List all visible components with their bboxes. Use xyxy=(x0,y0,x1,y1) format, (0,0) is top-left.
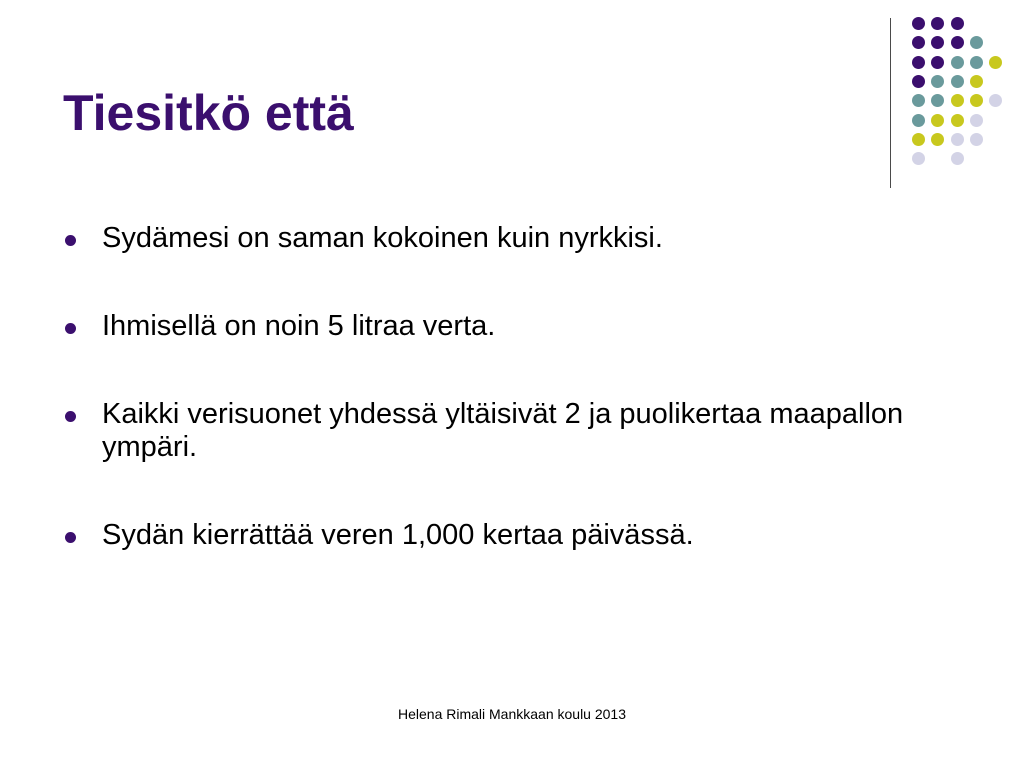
decorative-dot-purple xyxy=(931,36,944,49)
decorative-dot-purple xyxy=(912,75,925,88)
bullet-dot-icon xyxy=(65,532,76,543)
bullet-item xyxy=(65,519,935,552)
decorative-dot-teal xyxy=(970,36,983,49)
decorative-dot-purple xyxy=(951,36,964,49)
decorative-dot-purple xyxy=(912,36,925,49)
decorative-dot-yellow xyxy=(989,56,1002,69)
decorative-dot-teal xyxy=(951,56,964,69)
decorative-dot-yellow xyxy=(912,133,925,146)
vertical-divider xyxy=(890,18,891,188)
slide-footer: Helena Rimali Mankkaan koulu 2013 xyxy=(397,706,627,722)
decorative-dot-teal xyxy=(912,94,925,107)
decorative-dot-teal xyxy=(931,94,944,107)
bullet-text: Sydämesi on saman kokoinen kuin nyrkkisi. xyxy=(102,222,663,254)
decorative-dot-purple xyxy=(931,56,944,69)
decorative-dot-purple xyxy=(912,17,925,30)
bullet-dot-icon xyxy=(65,235,76,246)
bullet-item xyxy=(65,398,935,464)
decorative-dot-purple xyxy=(931,17,944,30)
decorative-dot-yellow xyxy=(970,75,983,88)
decorative-dot-yellow xyxy=(931,133,944,146)
decorative-dot-teal xyxy=(970,56,983,69)
decorative-dot-lavender xyxy=(912,152,925,165)
bullet-text: Kaikki verisuonet yhdessä yltäisivät 2 ja puolikertaa maapallon ympäri. xyxy=(102,398,904,463)
bullet-text: Sydän kierrättää veren 1,000 kertaa päivässä. xyxy=(102,519,694,551)
decorative-dot-lavender xyxy=(989,94,1002,107)
decorative-dot-teal xyxy=(912,114,925,127)
decorative-dot-yellow xyxy=(931,114,944,127)
bullet-dot-icon xyxy=(65,323,76,334)
decorative-dot-lavender xyxy=(951,133,964,146)
bullet-item xyxy=(65,310,935,343)
slide-title: Tiesitkö että xyxy=(63,85,354,141)
decorative-dot-yellow xyxy=(951,114,964,127)
bullet-text: Ihmisellä on noin 5 litraa verta. xyxy=(102,310,496,342)
decorative-dot-yellow xyxy=(951,94,964,107)
decorative-dot-purple xyxy=(951,17,964,30)
bullet-list xyxy=(65,222,935,607)
decorative-dot-lavender xyxy=(951,152,964,165)
decorative-dot-lavender xyxy=(970,133,983,146)
decorative-dot-teal xyxy=(951,75,964,88)
decorative-dot-teal xyxy=(931,75,944,88)
decorative-dot-purple xyxy=(912,56,925,69)
bullet-item xyxy=(65,222,935,255)
bullet-dot-icon xyxy=(65,411,76,422)
decorative-dot-lavender xyxy=(970,114,983,127)
decorative-dot-yellow xyxy=(970,94,983,107)
